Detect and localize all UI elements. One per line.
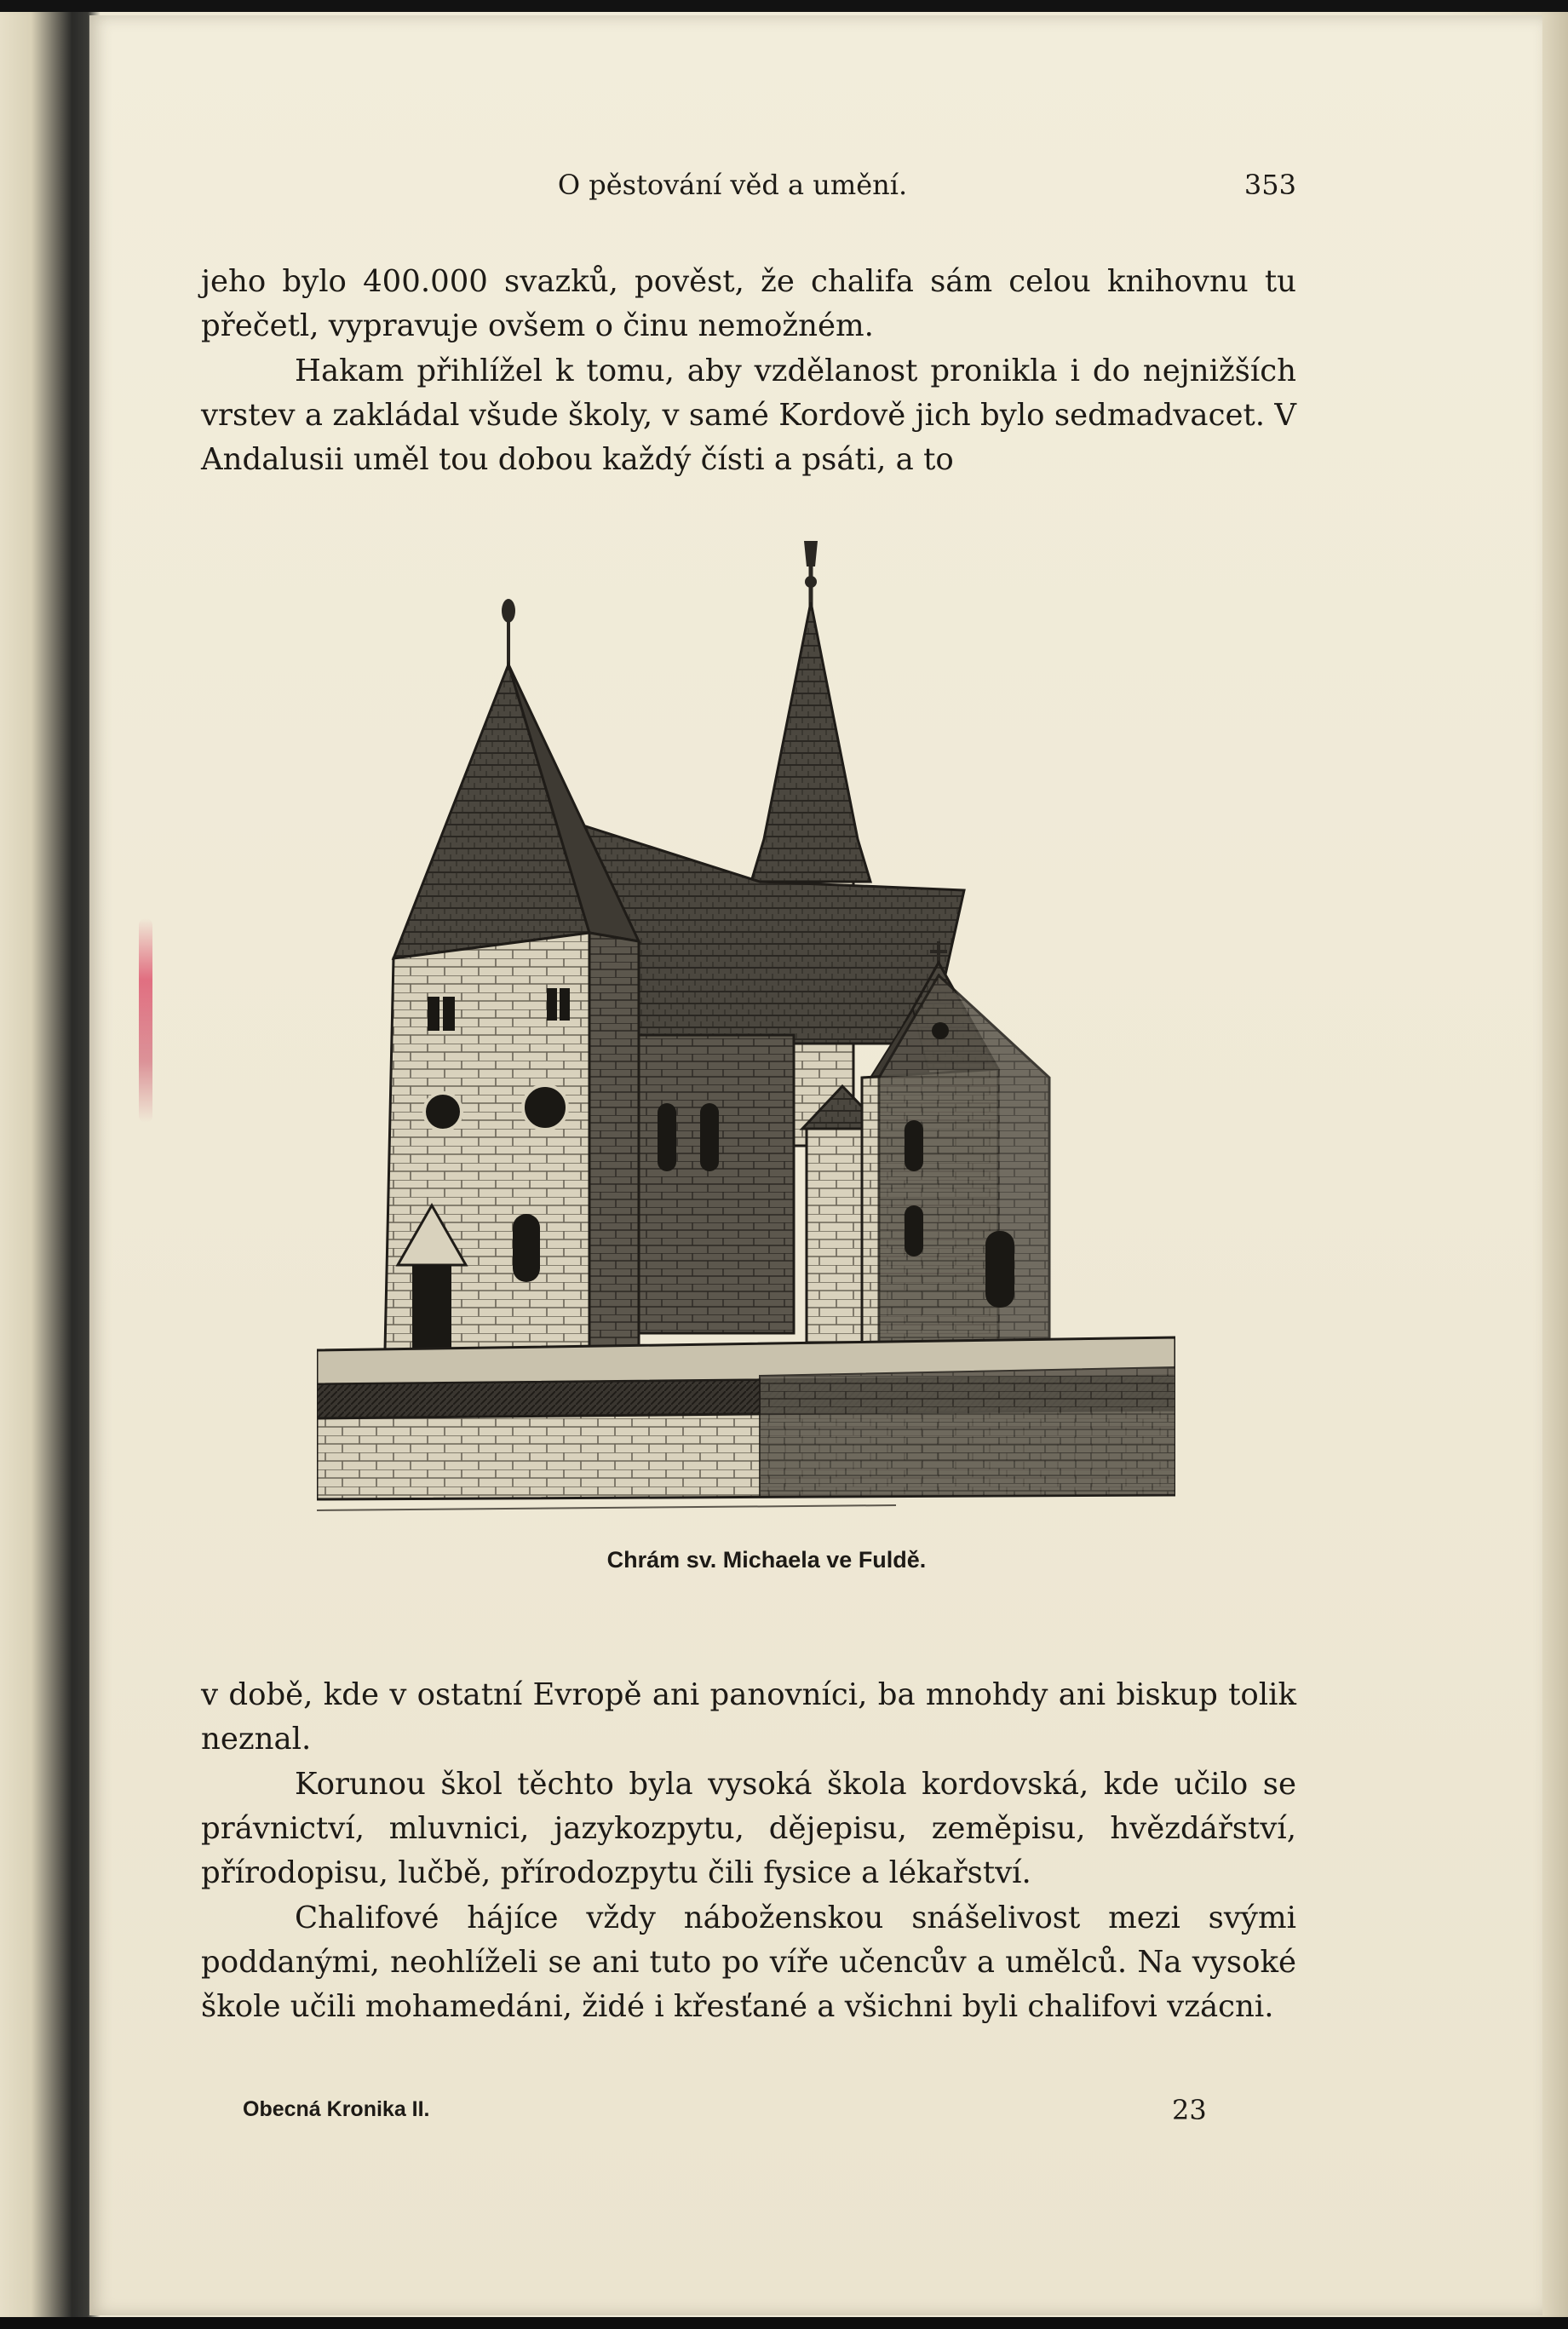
- scan-bottom-edge: [0, 2317, 1568, 2329]
- footer-signature: Obecná Kronika II.: [243, 2097, 430, 2121]
- paragraph-university: Korunou škol těchto byla vysoká škola kordovská, kde učilo se právnictví, mluvnici, jazykozpytu, dějepisu, zeměpisu, hvězdářství, přírodopisu, lučbě, přírodozpytu čili fysice a lékařství.: [201, 1767, 1296, 1890]
- church-illustration: [317, 532, 1175, 1521]
- running-title: O pěstování věd a umění.: [557, 169, 908, 201]
- figure-caption: Chrám sv. Michaela ve Fuldě.: [606, 1547, 927, 1573]
- page-number: 353: [1243, 169, 1296, 201]
- paragraph-tolerance: Chalifové hájíce vždy náboženskou snášelivost mezi svými poddanými, neohlíželi se ani tuto po víře učencův a umělců. Na vysoké škole učili mohamedáni, židé i křesťané a všichni byli chalifovi vzácni.: [201, 1901, 1296, 2024]
- footer-sheet-number: 23: [1172, 2094, 1207, 2126]
- balustrade: [317, 1337, 1175, 1510]
- paragraph-hakam: Hakam přihlížel k tomu, aby vzdělanost pronikla i do nejnižších vrstev a zakládal všude školy, v samé Kordově jich bylo sedmadvacet. V Andalusii uměl tou dobou každý čísti a psáti, a to: [201, 354, 1296, 477]
- page-edge-mark: [139, 918, 152, 1123]
- left-tower: [385, 599, 639, 1350]
- paragraph-europe: v době, kde v ostatní Evropě ani panovníci, ba mnohdy ani biskup tolik neznal.: [201, 1677, 1296, 1757]
- paragraph-continuation: jeho bylo 400.000 svazků, pověst, že chalifa sám celou knihovnu tu přečetl, vypravuje ovšem o činu nemožném.: [201, 264, 1296, 343]
